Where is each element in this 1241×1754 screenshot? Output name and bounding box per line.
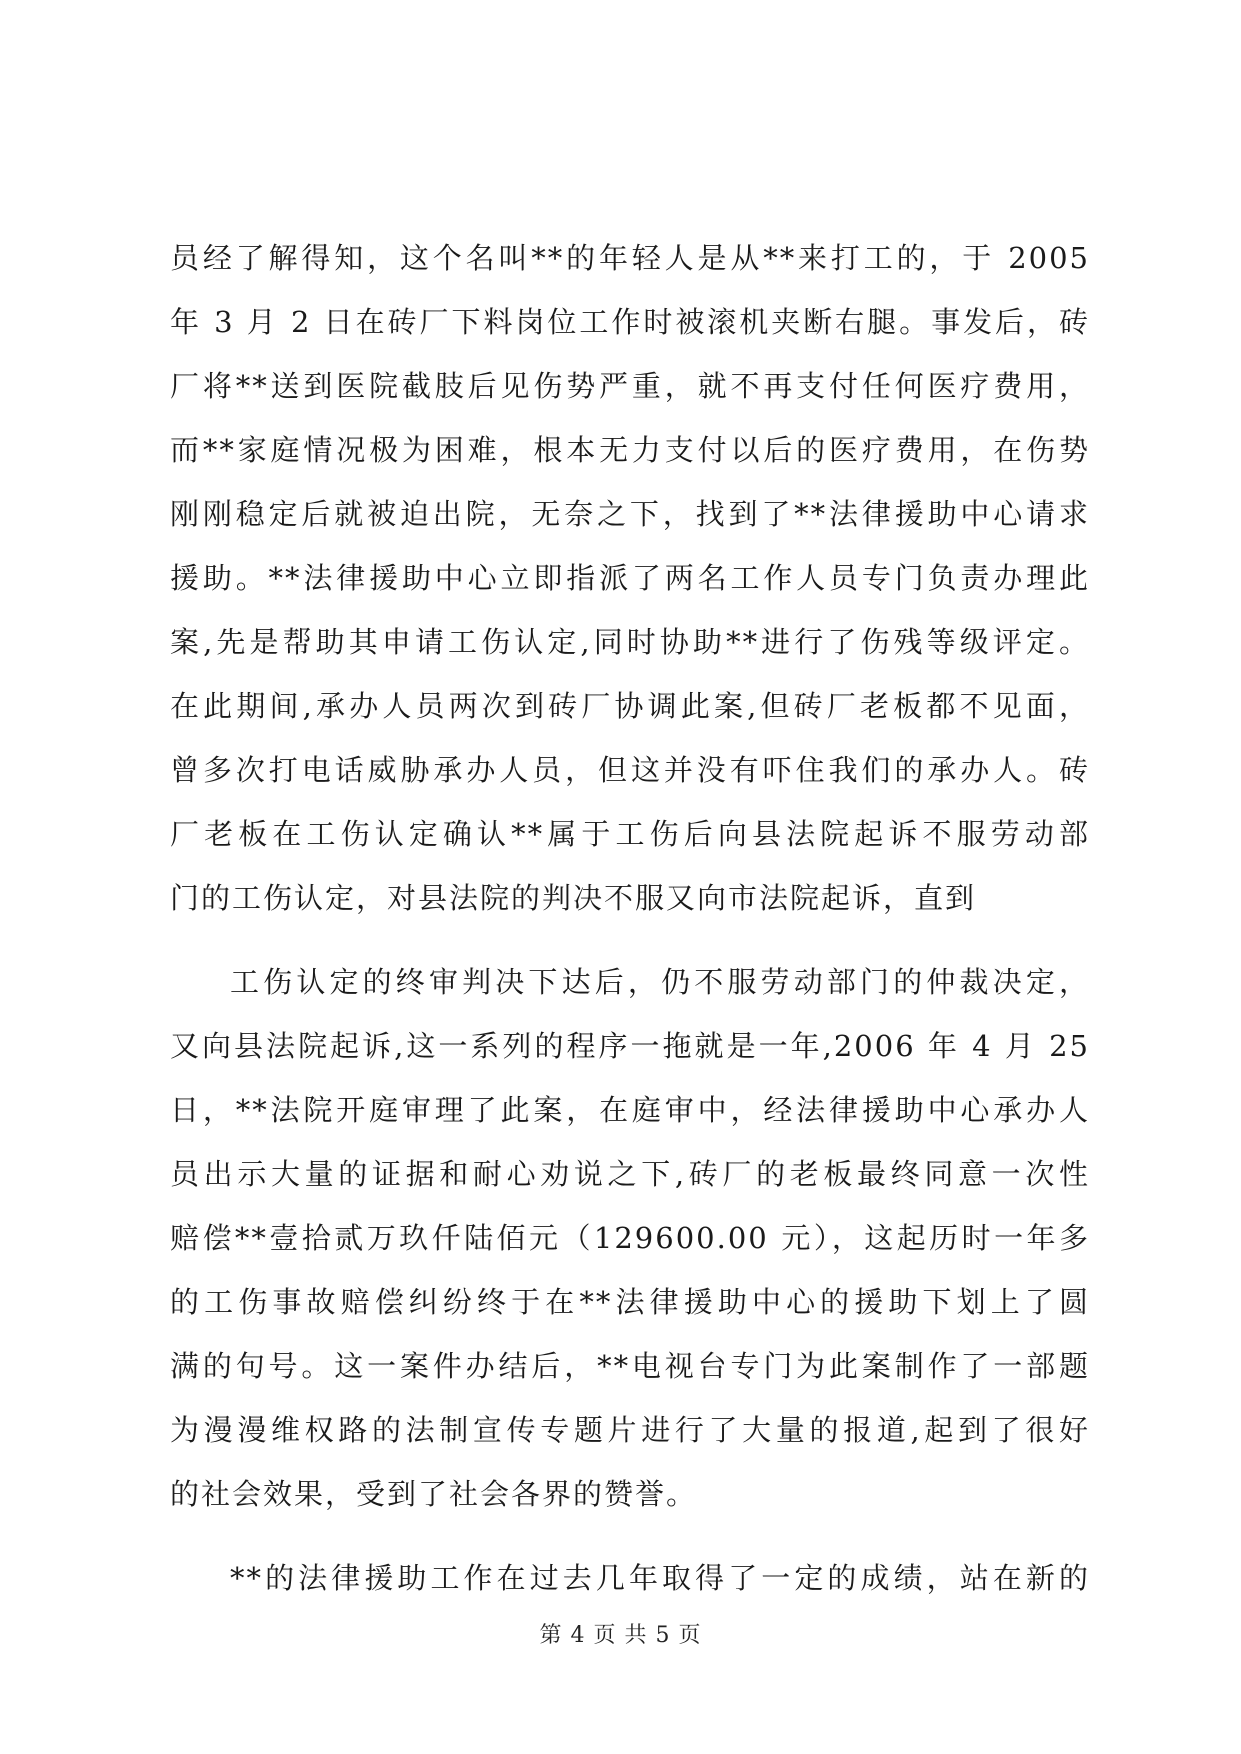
page-footer: 第 4 页 共 5 页 bbox=[539, 1623, 702, 1648]
text-line: 在此期间,承办人员两次到砖厂协调此案,但砖厂老板都不见面， bbox=[170, 689, 1090, 723]
text-line: 员出示大量的证据和耐心劝说之下,砖厂的老板最终同意一次性 bbox=[170, 1157, 1090, 1191]
text-line: 工伤认定的终审判决下达后，仍不服劳动部门的仲裁决定， bbox=[230, 965, 1090, 999]
text-line: 满的句号。这一案件办结后，**电视台专门为此案制作了一部题 bbox=[170, 1349, 1090, 1383]
text-line: 员经了解得知，这个名叫**的年轻人是从**来打工的，于 2005 bbox=[170, 241, 1090, 275]
paragraph-gap bbox=[170, 1526, 1090, 1546]
text-line: 刚刚稳定后就被迫出院，无奈之下，找到了**法律援助中心请求 bbox=[170, 497, 1090, 531]
text-line: 厂将**送到医院截肢后见伤势严重，就不再支付任何医疗费用， bbox=[170, 369, 1090, 403]
text-line: 日，**法院开庭审理了此案，在庭审中，经法律援助中心承办人 bbox=[170, 1093, 1090, 1127]
text-line: 的工伤事故赔偿纠纷终于在**法律援助中心的援助下划上了圆 bbox=[170, 1285, 1090, 1319]
text-line: 为漫漫维权路的法制宣传专题片进行了大量的报道,起到了很好 bbox=[170, 1413, 1090, 1447]
text-line: 门的工伤认定，对县法院的判决不服又向市法院起诉，直到 bbox=[170, 881, 977, 915]
text-line: 而**家庭情况极为困难，根本无力支付以后的医疗费用，在伤势 bbox=[170, 433, 1090, 467]
text-line: 曾多次打电话威胁承办人员，但这并没有吓住我们的承办人。砖 bbox=[170, 753, 1090, 787]
text-line: 厂老板在工伤认定确认**属于工伤后向县法院起诉不服劳动部 bbox=[170, 817, 1090, 851]
paragraph-gap bbox=[170, 930, 1090, 950]
text-line: 案,先是帮助其申请工伤认定,同时协助**进行了伤残等级评定。 bbox=[170, 625, 1090, 659]
paragraph-1 bbox=[170, 226, 1090, 930]
text-line: 的社会效果，受到了社会各界的赞誉。 bbox=[170, 1477, 698, 1511]
paragraph-3 bbox=[170, 1546, 1090, 1610]
text-line: **的法律援助工作在过去几年取得了一定的成绩，站在新的 bbox=[230, 1561, 1090, 1595]
text-line: 又向县法院起诉,这一系列的程序一拖就是一年,2006 年 4 月 25 bbox=[170, 1029, 1090, 1063]
document-body bbox=[170, 226, 1090, 1610]
text-line: 年 3 月 2 日在砖厂下料岗位工作时被滚机夹断右腿。事发后，砖 bbox=[170, 305, 1090, 339]
paragraph-2 bbox=[170, 950, 1090, 1526]
text-line: 援助。**法律援助中心立即指派了两名工作人员专门负责办理此 bbox=[170, 561, 1090, 595]
text-line: 赔偿**壹拾贰万玖仟陆佰元（129600.00 元），这起历时一年多 bbox=[170, 1221, 1090, 1255]
